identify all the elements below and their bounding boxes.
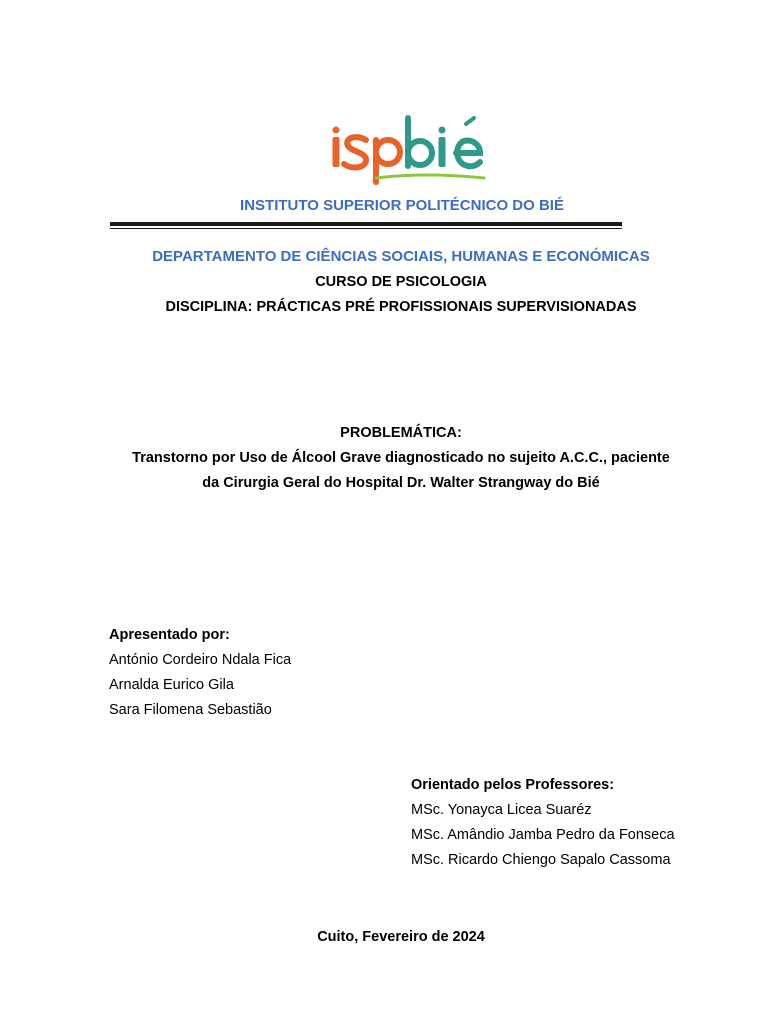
divider-thin-line (110, 228, 622, 229)
header-divider (110, 222, 622, 231)
advisor-name: MSc. Amândio Jamba Pedro da Fonseca (411, 827, 675, 843)
problem-title-line-1: Transtorno por Uso de Álcool Grave diagnosticado no sujeito A.C.C., paciente (132, 450, 670, 466)
isp-bie-logo-graphic (316, 104, 488, 186)
problem-title-line-2: da Cirurgia Geral do Hospital Dr. Walter Strangway do Bié (202, 475, 600, 491)
institute-name: INSTITUTO SUPERIOR POLITÉCNICO DO BIÉ (240, 197, 564, 214)
course-name: CURSO DE PSICOLOGIA (315, 274, 487, 290)
department-name: DEPARTAMENTO DE CIÊNCIAS SOCIAIS, HUMANAS E ECONÓMICAS (152, 248, 650, 265)
institute-logo (316, 104, 488, 186)
author-name: António Cordeiro Ndala Fica (109, 652, 292, 668)
authors-heading: Apresentado por: (109, 627, 230, 643)
divider-thick-line (110, 222, 622, 226)
place-and-date: Cuito, Fevereiro de 2024 (317, 929, 485, 945)
advisor-name: MSc. Yonayca Licea Suaréz (411, 802, 592, 818)
author-name: Arnalda Eurico Gila (109, 677, 234, 693)
discipline-name: DISCIPLINA: PRÁCTICAS PRÉ PROFISSIONAIS SUPERVISIONADAS (165, 299, 637, 315)
author-name: Sara Filomena Sebastião (109, 702, 272, 718)
advisors-heading: Orientado pelos Professores: (411, 777, 615, 793)
advisor-name: MSc. Ricardo Chiengo Sapalo Cassoma (411, 852, 671, 868)
authors-block (109, 623, 291, 723)
advisors-block (411, 773, 675, 873)
problem-heading: PROBLEMÁTICA: (340, 425, 462, 441)
